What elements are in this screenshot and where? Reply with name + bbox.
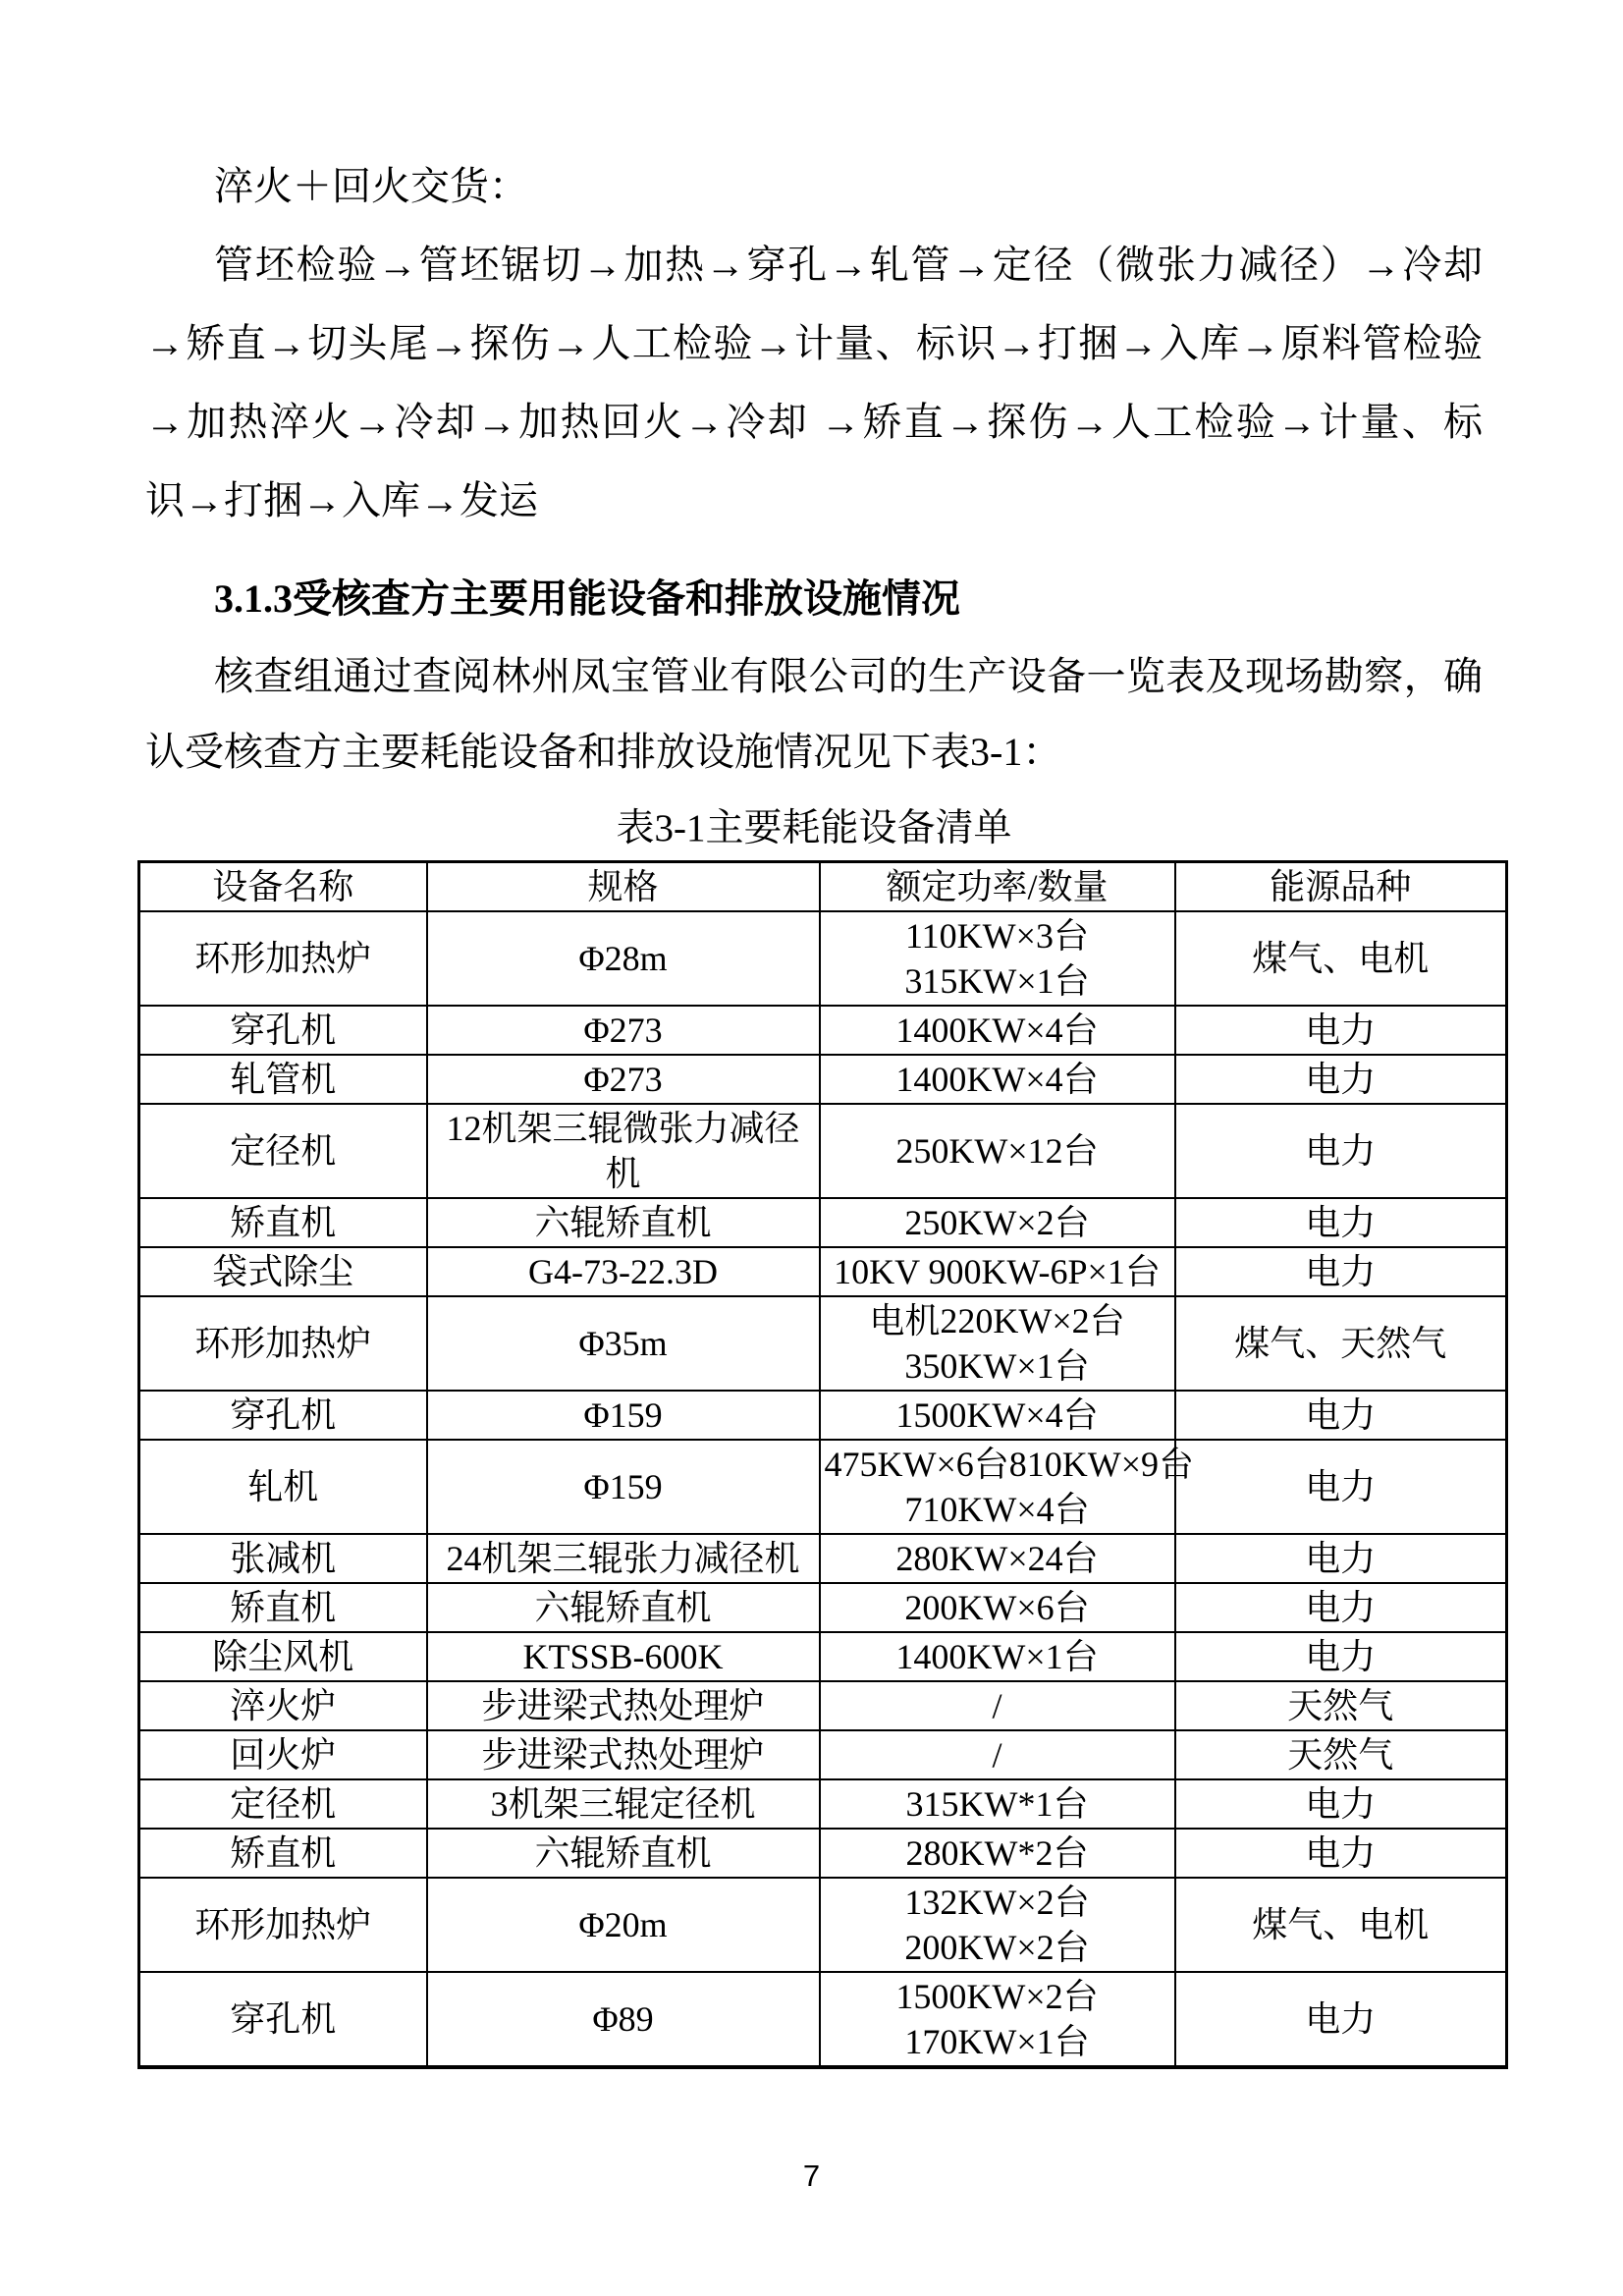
table-row	[139, 1534, 1507, 1583]
device-name-cell-line: 回火炉	[230, 1735, 337, 1775]
device-name-cell	[139, 1534, 427, 1583]
equipment-table-body	[139, 911, 1507, 2067]
device-spec-cell	[427, 1247, 820, 1296]
device-name-cell-line: 淬火炉	[230, 1686, 337, 1725]
device-name-cell-line: 除尘风机	[212, 1637, 354, 1676]
device-name-cell-line: 环形加热炉	[194, 939, 372, 978]
device-power-cell-line: 315KW*1台	[905, 1784, 1089, 1824]
device-spec-cell-line: G4-73-22.3D	[528, 1252, 718, 1291]
device-spec-cell	[427, 1440, 820, 1534]
device-power-cell	[820, 1779, 1175, 1829]
device-power-cell-line: 200KW×2台	[904, 1928, 1090, 1967]
device-name-cell	[139, 1006, 427, 1055]
device-name-cell-line: 袋式除尘	[212, 1252, 354, 1291]
device-spec-cell-line: 机	[605, 1154, 641, 1193]
table-row	[139, 1198, 1507, 1247]
device-spec-cell-line: 24机架三辊张力减径机	[446, 1539, 800, 1578]
device-energy-cell-line: 电力	[1305, 1467, 1377, 1506]
device-name-cell-line: 穿孔机	[230, 1999, 337, 2039]
flow-line-3: →加热淬火→冷却→加热回火→冷却 →矫直→探伤→人工检验→计量、标	[145, 400, 1483, 444]
device-name-cell	[139, 1730, 427, 1779]
device-name-cell	[139, 1681, 427, 1730]
device-spec-cell	[427, 1104, 820, 1198]
device-name-cell	[139, 1779, 427, 1829]
table-row	[139, 911, 1507, 1006]
device-energy-cell	[1175, 1730, 1507, 1779]
equipment-table	[137, 860, 1508, 2069]
device-spec-cell	[427, 1055, 820, 1104]
device-power-cell	[820, 1972, 1175, 2067]
device-spec-cell-line: Φ20m	[578, 1905, 668, 1944]
device-power-cell-line: 132KW×2台	[904, 1883, 1090, 1922]
device-spec-cell-line: Φ273	[583, 1011, 663, 1050]
device-spec-cell	[427, 1632, 820, 1681]
device-spec-cell-line: 步进梁式热处理炉	[481, 1735, 765, 1775]
device-name-cell	[139, 1247, 427, 1296]
device-name-cell-line: 矫直机	[230, 1203, 337, 1242]
device-name-cell-line: 张减机	[230, 1539, 337, 1578]
device-spec-cell	[427, 1829, 820, 1878]
device-name-cell	[139, 1583, 427, 1632]
device-name-cell-line: 轧机	[247, 1467, 319, 1506]
device-energy-cell-line: 天然气	[1287, 1686, 1394, 1725]
device-power-cell	[820, 1829, 1175, 1878]
device-energy-cell-line: 煤气、天然气	[1234, 1324, 1447, 1363]
device-energy-cell	[1175, 1534, 1507, 1583]
table-row	[139, 1296, 1507, 1391]
device-energy-cell	[1175, 1198, 1507, 1247]
device-spec-cell	[427, 1198, 820, 1247]
device-power-cell-line: 280KW*2台	[905, 1833, 1089, 1873]
device-power-cell-line: 350KW×1台	[904, 1346, 1090, 1386]
table-row	[139, 1583, 1507, 1632]
device-power-cell-line: 170KW×1台	[904, 2022, 1090, 2061]
device-spec-cell-line: Φ159	[583, 1395, 663, 1435]
table-row	[139, 1829, 1507, 1878]
device-energy-cell	[1175, 911, 1507, 1006]
device-spec-cell-line: 12机架三辊微张力减径	[446, 1109, 800, 1148]
device-name-cell-line: 穿孔机	[230, 1395, 337, 1435]
device-energy-cell	[1175, 1440, 1507, 1534]
table-row	[139, 1391, 1507, 1440]
flow-line-1: 管坯检验→管坯锯切→加热→穿孔→轧管→定径（微张力减径）→冷却	[214, 243, 1483, 287]
device-name-cell-line: 穿孔机	[230, 1011, 337, 1050]
device-energy-cell	[1175, 1247, 1507, 1296]
device-spec-cell	[427, 1583, 820, 1632]
device-power-cell-line: /	[992, 1735, 1002, 1775]
table-row	[139, 1006, 1507, 1055]
device-name-cell	[139, 1878, 427, 1972]
device-energy-cell-line: 电力	[1305, 1395, 1377, 1435]
device-name-cell	[139, 1829, 427, 1878]
device-spec-cell-line: 步进梁式热处理炉	[481, 1686, 765, 1725]
device-spec-cell-line: Φ273	[583, 1060, 663, 1099]
device-spec-cell	[427, 1391, 820, 1440]
device-spec-cell	[427, 1296, 820, 1391]
section-heading	[145, 560, 1483, 638]
device-power-cell-line: 200KW×6台	[904, 1588, 1090, 1627]
device-name-cell	[139, 1632, 427, 1681]
device-energy-cell-line: 电力	[1305, 1011, 1377, 1050]
device-name-cell-line: 定径机	[230, 1131, 337, 1171]
flow-intro: 淬火＋回火交货：	[214, 164, 528, 208]
section-title: 受核查方主要用能设备和排放设施情况	[293, 576, 960, 621]
device-spec-cell-line: KTSSB-600K	[522, 1637, 724, 1676]
device-power-cell-line: 1400KW×4台	[895, 1060, 1099, 1099]
device-power-cell	[820, 1104, 1175, 1198]
table-header-row	[139, 862, 1507, 912]
device-power-cell-line: 280KW×24台	[895, 1539, 1099, 1578]
device-spec-cell-line: Φ28m	[578, 939, 668, 978]
table-row	[139, 1055, 1507, 1104]
section-number: 3.1.3	[214, 576, 293, 621]
device-energy-cell	[1175, 1632, 1507, 1681]
device-power-cell-line: 1500KW×2台	[895, 1977, 1099, 2016]
device-power-cell-line: 315KW×1台	[904, 961, 1090, 1001]
device-power-cell	[820, 911, 1175, 1006]
device-spec-cell	[427, 1534, 820, 1583]
device-energy-cell-line: 天然气	[1287, 1735, 1394, 1775]
device-energy-cell-line: 电力	[1305, 1203, 1377, 1242]
device-power-cell-line: 电机220KW×2台	[869, 1301, 1125, 1340]
device-name-cell	[139, 1104, 427, 1198]
flow-line-4: 识→打捆→入库→发运	[145, 478, 538, 522]
device-spec-cell	[427, 1779, 820, 1829]
device-power-cell-line: 1500KW×4台	[895, 1395, 1099, 1435]
device-energy-cell-line: 电力	[1305, 1060, 1377, 1099]
device-energy-cell-line: 电力	[1305, 1131, 1377, 1171]
table-row	[139, 1104, 1507, 1198]
device-spec-cell	[427, 1681, 820, 1730]
device-energy-cell	[1175, 1055, 1507, 1104]
device-spec-cell	[427, 1730, 820, 1779]
device-energy-cell	[1175, 1296, 1507, 1391]
header-energy-type: 能源品种	[1175, 862, 1507, 912]
device-spec-cell-line: 六辊矫直机	[534, 1833, 712, 1873]
device-energy-cell-line: 煤气、电机	[1252, 939, 1430, 978]
header-device-name: 设备名称	[139, 862, 427, 912]
device-power-cell	[820, 1583, 1175, 1632]
device-power-cell	[820, 1878, 1175, 1972]
device-power-cell-line: 110KW×3台	[905, 916, 1089, 956]
device-spec-cell-line: Φ159	[583, 1467, 663, 1506]
device-name-cell	[139, 911, 427, 1006]
device-spec-cell-line: Φ35m	[578, 1324, 668, 1363]
table-row	[139, 1632, 1507, 1681]
device-power-cell	[820, 1440, 1195, 1534]
table-row	[139, 1247, 1507, 1296]
device-energy-cell-line: 电力	[1305, 1833, 1377, 1873]
device-energy-cell	[1175, 1878, 1507, 1972]
device-name-cell-line: 轧管机	[230, 1060, 337, 1099]
device-energy-cell-line: 电力	[1305, 1252, 1377, 1291]
device-spec-cell-line: 六辊矫直机	[534, 1203, 712, 1242]
device-power-cell-line: 1400KW×4台	[895, 1011, 1099, 1050]
device-power-cell	[820, 1534, 1175, 1583]
device-name-cell	[139, 1972, 427, 2067]
table-row	[139, 1681, 1507, 1730]
device-name-cell-line: 矫直机	[230, 1588, 337, 1627]
device-energy-cell-line: 煤气、电机	[1252, 1905, 1430, 1944]
device-name-cell	[139, 1055, 427, 1104]
device-name-cell-line: 定径机	[230, 1784, 337, 1824]
device-energy-cell-line: 电力	[1305, 1637, 1377, 1676]
device-name-cell-line: 环形加热炉	[194, 1324, 372, 1363]
device-name-cell	[139, 1440, 427, 1534]
paragraph-line-1: 核查组通过查阅林州凤宝管业有限公司的生产设备一览表及现场勘察，确	[214, 654, 1483, 698]
device-power-cell-line: 250KW×2台	[904, 1203, 1090, 1242]
device-power-cell-line: 250KW×12台	[895, 1131, 1099, 1171]
table-row	[139, 1730, 1507, 1779]
device-power-cell	[820, 1296, 1175, 1391]
device-energy-cell	[1175, 1006, 1507, 1055]
device-spec-cell	[427, 911, 820, 1006]
table-row	[139, 1972, 1507, 2067]
device-energy-cell	[1175, 1583, 1507, 1632]
device-energy-cell	[1175, 1681, 1507, 1730]
device-spec-cell	[427, 1878, 820, 1972]
header-rated-power: 额定功率/数量	[820, 862, 1175, 912]
device-energy-cell	[1175, 1779, 1507, 1829]
device-name-cell	[139, 1296, 427, 1391]
device-energy-cell	[1175, 1391, 1507, 1440]
device-power-cell-line: 1400KW×1台	[895, 1637, 1099, 1676]
device-energy-cell-line: 电力	[1305, 1999, 1377, 2039]
device-name-cell-line: 环形加热炉	[194, 1905, 372, 1944]
device-power-cell	[820, 1681, 1175, 1730]
device-spec-cell	[427, 1006, 820, 1055]
device-power-cell	[820, 1391, 1175, 1440]
device-power-cell	[820, 1632, 1175, 1681]
device-power-cell	[820, 1006, 1175, 1055]
paragraph-line-2: 认受核查方主要耗能设备和排放设施情况见下表3-1：	[145, 730, 1062, 774]
table-row	[139, 1878, 1507, 1972]
device-energy-cell	[1175, 1104, 1507, 1198]
device-power-cell-line: 475KW×6台810KW×9台	[824, 1445, 1195, 1484]
device-energy-cell	[1175, 1972, 1507, 2067]
device-power-cell	[820, 1055, 1175, 1104]
device-power-cell-line: 710KW×4台	[904, 1490, 1090, 1529]
device-power-cell-line: /	[992, 1686, 1002, 1725]
header-spec: 规格	[427, 862, 820, 912]
device-energy-cell-line: 电力	[1305, 1539, 1377, 1578]
device-name-cell	[139, 1198, 427, 1247]
device-power-cell	[820, 1730, 1175, 1779]
device-name-cell-line: 矫直机	[230, 1833, 337, 1873]
device-energy-cell-line: 电力	[1305, 1588, 1377, 1627]
device-power-cell-line: 10KV 900KW-6P×1台	[834, 1252, 1161, 1291]
device-spec-cell	[427, 1972, 820, 2067]
device-spec-cell-line: 六辊矫直机	[534, 1588, 712, 1627]
table-caption: 表3-1主要耗能设备清单	[616, 807, 1012, 849]
table-row	[139, 1779, 1507, 1829]
device-name-cell	[139, 1391, 427, 1440]
device-energy-cell-line: 电力	[1305, 1784, 1377, 1824]
device-power-cell	[820, 1198, 1175, 1247]
device-energy-cell	[1175, 1829, 1507, 1878]
flow-line-2: →矫直→切头尾→探伤→人工检验→计量、标识→打捆→入库→原料管检验	[145, 321, 1483, 365]
page-number: 7	[802, 2159, 821, 2193]
device-power-cell	[820, 1247, 1175, 1296]
device-spec-cell-line: 3机架三辊定径机	[490, 1784, 756, 1824]
table-row	[139, 1440, 1507, 1534]
device-spec-cell-line: Φ89	[592, 1999, 654, 2039]
